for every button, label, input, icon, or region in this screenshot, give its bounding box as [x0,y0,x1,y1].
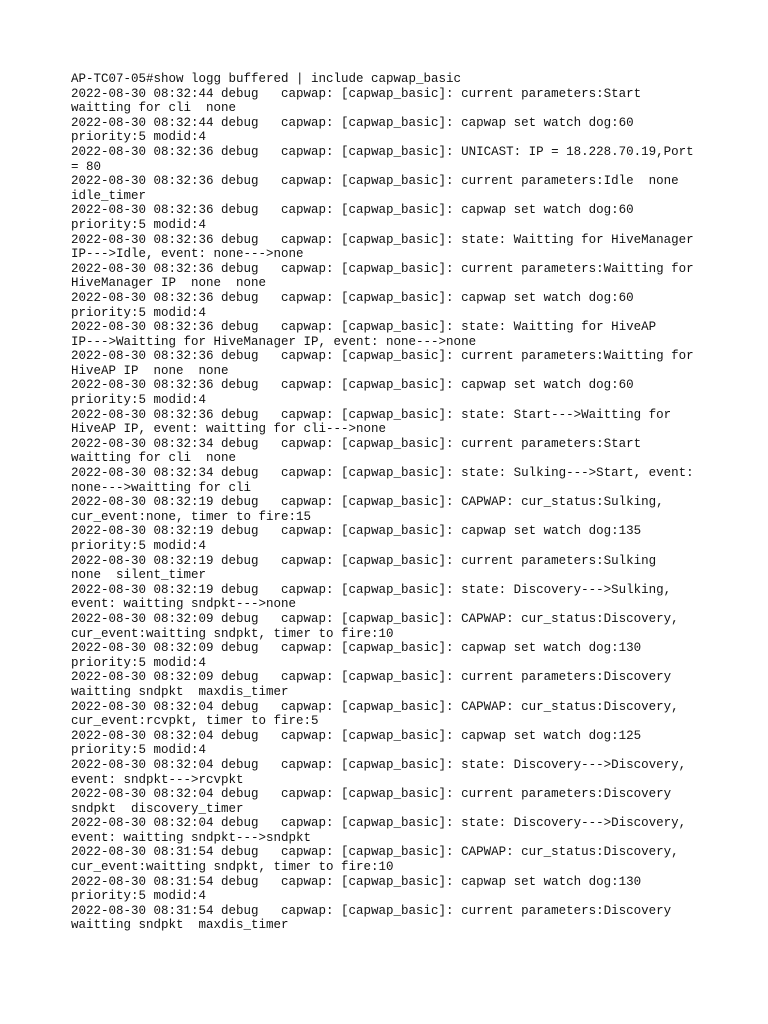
log-line: idle_timer [71,188,147,203]
log-line: priority:5 modid:4 [71,539,207,553]
log-line: 2022-08-30 08:32:34 debug capwap: [capwap_basic]: state: Sulking--->Start, event: [71,466,694,481]
log-line: priority:5 modid:4 [71,889,207,904]
log-line: HiveAP IP, event: waitting for cli--->none [71,422,387,437]
log-line: 2022-08-30 08:32:19 debug capwap: [capwap_basic]: capwap set watch dog:135 [71,524,642,539]
log-line: waitting sndpkt maxdis_timer [71,918,289,933]
log-line: 2022-08-30 08:32:09 debug capwap: [capwap_basic]: CAPWAP: cur_status:Discovery, [71,611,679,626]
log-line: 2022-08-30 08:32:19 debug capwap: [capwap_basic]: state: Discovery--->Sulking, [71,582,672,597]
log-line: cur_event:waitting sndpkt, timer to fire:10 [71,626,394,641]
log-line: 2022-08-30 08:32:36 debug capwap: [capwap_basic]: state: Waitting for HiveAP [71,320,657,335]
log-line: 2022-08-30 08:32:04 debug capwap: [capwap_basic]: state: Discovery--->Discovery, [71,816,687,831]
log-line: cur_event:none, timer to fire:15 [71,509,312,524]
log-line: HiveAP IP none none [71,363,229,378]
log-line: 2022-08-30 08:32:44 debug capwap: [capwap_basic]: current parameters:Start [71,86,642,101]
log-line: = 80 [71,159,102,174]
log-line: priority:5 modid:4 [71,130,207,145]
log-line: 2022-08-30 08:32:36 debug capwap: [capwap_basic]: current parameters:Waitting for [71,261,694,276]
log-line: 2022-08-30 08:32:44 debug capwap: [capwap_basic]: capwap set watch dog:60 [71,115,634,130]
log-line: none silent_timer [71,568,207,583]
log-line: 2022-08-30 08:32:36 debug capwap: [capwap_basic]: capwap set watch dog:60 [71,203,634,218]
log-line: priority:5 modid:4 [71,655,207,670]
log-line: 2022-08-30 08:31:54 debug capwap: [capwap_basic]: current parameters:Discovery [71,903,672,918]
log-line: priority:5 modid:4 [71,393,207,408]
log-line: event: sndpkt--->rcvpkt [71,772,244,787]
log-line: HiveManager IP none none [71,276,267,291]
log-line: 2022-08-30 08:32:19 debug capwap: [capwap_basic]: CAPWAP: cur_status:Sulking, [71,495,664,510]
log-line: 2022-08-30 08:32:34 debug capwap: [capwap_basic]: current parameters:Start [71,436,642,451]
log-line: 2022-08-30 08:32:04 debug capwap: [capwap_basic]: current parameters:Discovery [71,787,672,802]
log-line: priority:5 modid:4 [71,743,207,758]
log-line: priority:5 modid:4 [71,217,207,232]
log-line: waitting for cli none [71,101,237,116]
log-line: 2022-08-30 08:32:36 debug capwap: [capwap_basic]: state: Start--->Waitting for [71,407,672,422]
log-line: cur_event:rcvpkt, timer to fire:5 [71,714,319,729]
log-line: 2022-08-30 08:32:09 debug capwap: [capwap_basic]: current parameters:Discovery [71,670,672,685]
command-line: AP-TC07-05#show logg buffered | include capwap_basic [71,72,462,86]
log-line: 2022-08-30 08:32:04 debug capwap: [capwap_basic]: capwap set watch dog:125 [71,728,642,743]
log-line: 2022-08-30 08:32:36 debug capwap: [capwap_basic]: capwap set watch dog:60 [71,378,634,393]
log-line: cur_event:waitting sndpkt, timer to fire:10 [71,860,394,875]
log-line: sndpkt discovery_timer [71,801,244,816]
log-line: 2022-08-30 08:32:04 debug capwap: [capwap_basic]: state: Discovery--->Discovery, [71,757,687,772]
log-line: 2022-08-30 08:32:36 debug capwap: [capwap_basic]: capwap set watch dog:60 [71,290,634,305]
log-line: 2022-08-30 08:32:36 debug capwap: [capwap_basic]: current parameters:Waitting for [71,349,694,364]
log-line: 2022-08-30 08:32:36 debug capwap: [capwap_basic]: UNICAST: IP = 18.228.70.19,Port [71,144,694,159]
log-line: 2022-08-30 08:32:09 debug capwap: [capwap_basic]: capwap set watch dog:130 [71,641,642,656]
log-line: 2022-08-30 08:31:54 debug capwap: [capwap_basic]: CAPWAP: cur_status:Discovery, [71,845,679,860]
log-line: 2022-08-30 08:32:19 debug capwap: [capwap_basic]: current parameters:Sulking [71,553,657,568]
log-line: 2022-08-30 08:32:36 debug capwap: [capwap_basic]: state: Waitting for HiveManager [71,232,694,247]
log-line: event: waitting sndpkt--->none [71,597,297,612]
log-output [71,72,731,933]
log-line: 2022-08-30 08:31:54 debug capwap: [capwap_basic]: capwap set watch dog:130 [71,874,642,889]
log-line: 2022-08-30 08:32:36 debug capwap: [capwap_basic]: current parameters:Idle none [71,174,679,189]
log-line: 2022-08-30 08:32:04 debug capwap: [capwap_basic]: CAPWAP: cur_status:Discovery, [71,699,679,714]
log-line: IP--->Idle, event: none--->none [71,247,304,262]
log-line: none--->waitting for cli [71,480,252,495]
log-line: waitting sndpkt maxdis_timer [71,684,289,699]
log-line: waitting for cli none [71,451,237,466]
log-line: priority:5 modid:4 [71,305,207,320]
log-line: IP--->Waitting for HiveManager IP, event: none--->none [71,334,477,349]
log-line: event: waitting sndpkt--->sndpkt [71,830,312,845]
